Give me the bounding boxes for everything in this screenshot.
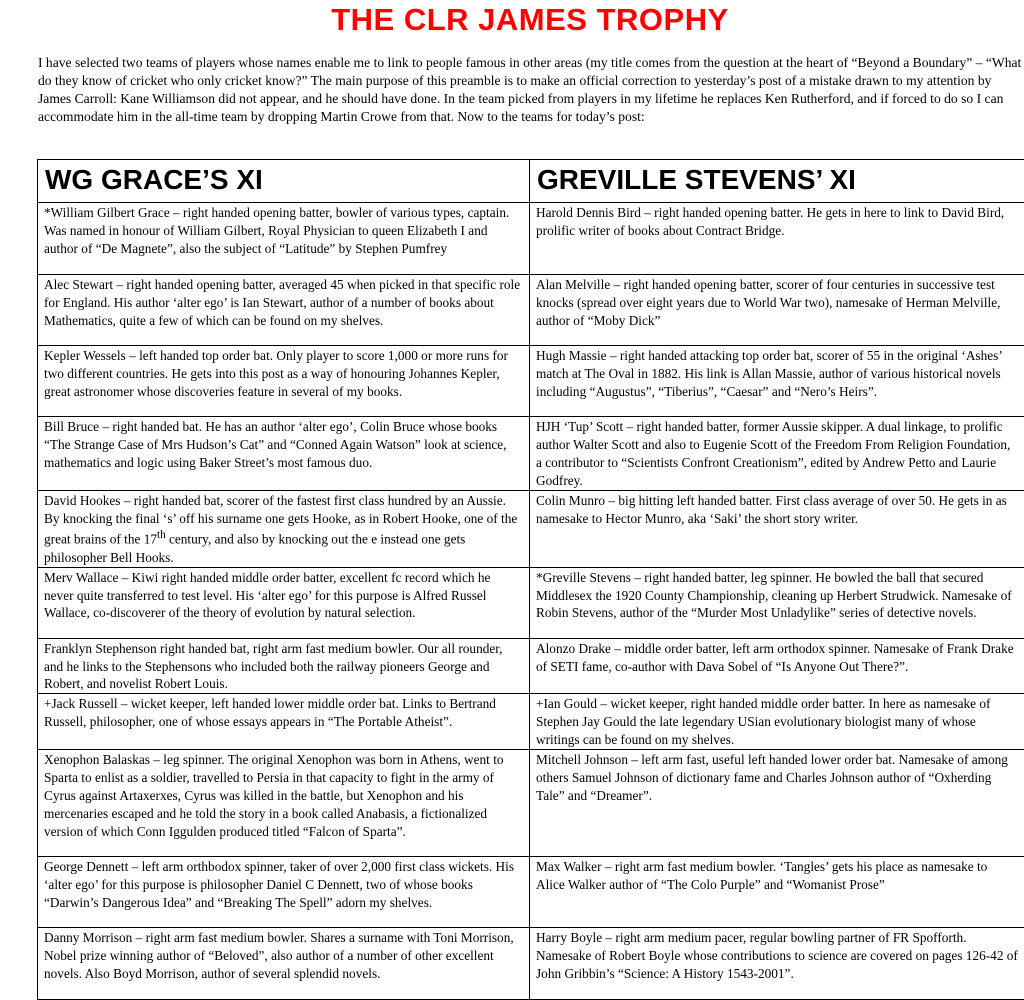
cell-text-part: century, and also by knocking out the e instead one gets philosopher Bell Hooks.: [44, 532, 465, 565]
greville-stevens-player-7: Alonzo Drake – middle order batter, left arm orthodox spinner. Namesake of Frank Drake of SETI fame, co-author with Dava Sobel of “Is Anyone Out There?”.: [530, 638, 1024, 694]
wg-grace-player-6: Merv Wallace – Kiwi right handed middle order batter, excellent fc record which he never quite transferred to test level. His ‘alter ego’ for this purpose is Alfred Russel Wallace, co-discoverer of the theory of evolution by natural selection.: [38, 567, 530, 638]
greville-stevens-player-1: Harold Dennis Bird – right handed opening batter. He gets in here to link to David Bird, prolific writer of books about Contract Bridge.: [530, 203, 1024, 275]
greville-stevens-player-2: Alan Melville – right handed opening batter, scorer of four centuries in successive test knocks (spread over eight years due to World War two), namesake of Herman Melville, author of “Moby Dick”: [530, 275, 1024, 346]
teams-table: [37, 159, 1024, 1000]
greville-stevens-player-11: Harry Boyle – right arm medium pacer, regular bowling partner of FR Spofforth. Namesake of Robert Boyle whose contributions to science are covered on pages 126-42 of John Gribbin’s “Science: A History 1543-2001”.: [530, 928, 1024, 1000]
greville-stevens-player-10: Max Walker – right arm fast medium bowler. ‘Tangles’ gets his place as namesake to Alice Walker author of “The Colo Purple” and “Womanist Prose”: [530, 857, 1024, 928]
greville-stevens-player-3: Hugh Massie – right handed attacking top order bat, scorer of 55 in the original ‘Ashes’ match at The Oval in 1882. His link is Allan Massie, author of various historical novels including “Augustus”, “Tiberius”, “Caesar” and “Nero’s Heirs”.: [530, 346, 1024, 417]
wg-grace-player-10: George Dennett – left arm orthbodox spinner, taker of over 2,000 first class wickets. His ‘alter ego’ for this purpose is philosopher Daniel C Dennett, two of whose books “Darwin’s Dangerous Idea” and “Breaking The Spell” adorn my shelves.: [38, 857, 530, 928]
table-row: [38, 275, 1024, 346]
table-row: [38, 928, 1024, 1000]
table-row: [38, 857, 1024, 928]
wg-grace-player-9: Xenophon Balaskas – leg spinner. The original Xenophon was born in Athens, went to Sparta to enlist as a soldier, travelled to Persia in that capacity to fight in the army of Cyrus against Artaxerxes, Cyrus was killed in the battle, but Xenophon and his mercenaries escaped and he told the story in a book called Anabasis, a fictionalized version of which Conn Iggulden produced titled “Falcon of Sparta”.: [38, 750, 530, 857]
wg-grace-player-11: Danny Morrison – right arm fast medium bowler. Shares a surname with Toni Morrison, Nobel prize winning author of “Beloved”, also author of a number of other excellent novels. Also Boyd Morrison, author of several splendid novels.: [38, 928, 530, 1000]
table-row: [38, 490, 1024, 567]
wg-grace-player-3: Kepler Wessels – left handed top order bat. Only player to score 1,000 or more runs for two different countries. He gets into this post as a way of honouring Johannes Kepler, great astronomer whose discoveries feature in several of my books.: [38, 346, 530, 417]
table-row: [38, 346, 1024, 417]
intro-paragraph: I have selected two teams of players whose names enable me to link to people famous in other areas (my title comes from the question at the heart of “Beyond a Boundary” – “What do they know of cricket who only cricket know?” The main purpose of this preamble is to make an official correction to yesterday’s post of a mistake drawn to my attention by James Carroll: Kane Williamson did not appear, and he should have done. In the team picked from players in my lifetime he replaces Ken Rutherford, and if forced to do so I can accommodate him in the all-time team by dropping Martin Crowe from that. Now to the teams for today’s post:: [38, 54, 1024, 126]
wg-grace-player-5: [38, 490, 530, 567]
page-title: THE CLR JAMES TROPHY: [0, 2, 1024, 38]
table-row: [38, 694, 1024, 750]
header-wg-grace-xi: WG GRACE’S XI: [38, 160, 530, 203]
greville-stevens-player-5: Colin Munro – big hitting left handed batter. First class average of over 50. He gets in as namesake to Hector Munro, aka ‘Saki’ the short story writer.: [530, 490, 1024, 567]
table-row: [38, 638, 1024, 694]
wg-grace-player-1: *William Gilbert Grace – right handed opening batter, bowler of various types, captain. Was named in honour of William Gilbert, Royal Physician to queen Elizabeth I and author of “De Magnete”, also the subject of “Latitude” by Stephen Pumfrey: [38, 203, 530, 275]
superscript-th: th: [157, 529, 166, 541]
header-greville-stevens-xi: GREVILLE STEVENS’ XI: [530, 160, 1024, 203]
table-header-row: [38, 160, 1024, 203]
wg-grace-player-8: +Jack Russell – wicket keeper, left handed lower middle order bat. Links to Bertrand Russell, philosopher, one of whose essays appears in “The Portable Atheist”.: [38, 694, 530, 750]
table-row: [38, 567, 1024, 638]
wg-grace-player-7: Franklyn Stephenson right handed bat, right arm fast medium bowler. Our all rounder, and he links to the Stephensons who included both the railway pioneers George and Robert, and novelist Robert Louis.: [38, 638, 530, 694]
greville-stevens-player-4: HJH ‘Tup’ Scott – right handed batter, former Aussie skipper. A dual linkage, to prolific author Walter Scott and also to Eugenie Scott of the Freedom From Religion Foundation, a contributor to “Scientists Confront Creationism”, edited by Andrew Petto and Laurie Godfrey.: [530, 417, 1024, 491]
wg-grace-player-2: Alec Stewart – right handed opening batter, averaged 45 when picked in that specific role for England. His author ‘alter ego’ is Ian Stewart, author of a number of books about Mathematics, quite a few of which can be found on my shelves.: [38, 275, 530, 346]
table-row: [38, 203, 1024, 275]
greville-stevens-player-9: Mitchell Johnson – left arm fast, useful left handed lower order bat. Namesake of among others Samuel Johnson of dictionary fame and Charles Johnson author of “Oxherding Tale” and “Dreamer”.: [530, 750, 1024, 857]
greville-stevens-player-6: *Greville Stevens – right handed batter, leg spinner. He bowled the ball that secured Middlesex the 1920 County Championship, cleaning up Herbert Strudwick. Namesake of Robin Stevens, author of the “Murder Most Unladylike” series of detective novels.: [530, 567, 1024, 638]
table-row: [38, 750, 1024, 857]
greville-stevens-player-8: +Ian Gould – wicket keeper, right handed middle order batter. In here as namesake of Stephen Jay Gould the late legendary USian evolutionary biologist many of whose writings can be found on my shelves.: [530, 694, 1024, 750]
cell-text-part: David Hookes – right handed bat, scorer of the fastest first class hundred by an Aussie. By knocking the final ‘s’ off his surname one gets Hooke, as in Robert Hooke, one of the great brains of the 17: [44, 493, 517, 547]
wg-grace-player-4: Bill Bruce – right handed bat. He has an author ‘alter ego’, Colin Bruce whose books “The Strange Case of Mrs Hudson’s Cat” and “Conned Again Watson” look at science, mathematics and logic using Baker Street’s most famous duo.: [38, 417, 530, 491]
table-row: [38, 417, 1024, 491]
